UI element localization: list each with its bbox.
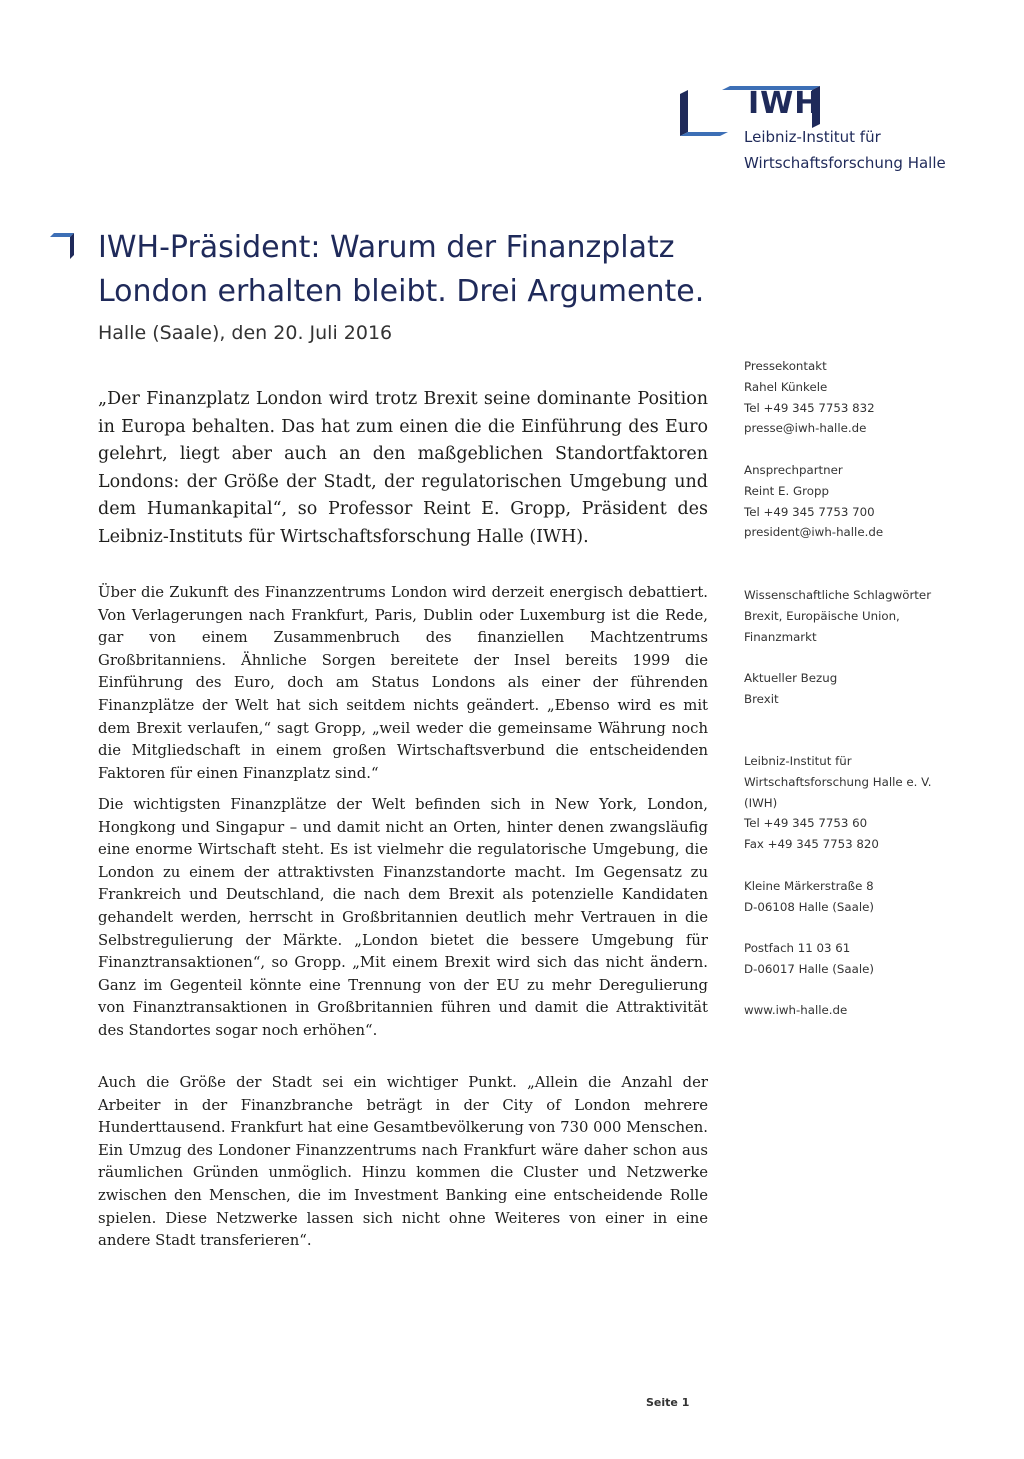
body-paragraph-2: Die wichtigsten Finanzplätze der Welt befinden sich in New York, London, Hongkong und Singapur – und damit nicht an Orten, hinter denen zwangsläufig eine enorme Wirtschaft steht. Es ist vielmehr die regulatorische Umgebung, die London zu einem der attraktivsten Finanzstandorte macht. Im Gegensatz zu Frankreich und Deutschland, die nach dem Brexit als potenzielle Kandidaten gehandelt werden, herrscht in Großbritannien deutlich mehr Vertrauen in die Selbstregulierung der Märkte. „London bietet die bessere Umgebung für Finanztransaktionen“, so Gropp. „Mit einem Brexit wird sich das nicht ändern. Ganz im Gegenteil könnte eine Trennung von der EU zu mehr Deregulierung von Finanztransaktionen in Großbritannien führen und damit die Attraktivität des Standortes sogar noch erhöhen“. <box>98 796 708 1039</box>
iwh-logo <box>678 86 968 186</box>
page-number: Seite 1 <box>646 1396 690 1409</box>
logo-line1: Leibniz-Institut für <box>744 128 881 146</box>
page-title: IWH-Präsident: Warum der Finanzplatz London erhalten bleibt. Drei Argumente. <box>98 230 705 309</box>
body-paragraph-1: Über die Zukunft des Finanzzentrums London wird derzeit energisch debattiert. Von Verlagerungen nach Frankfurt, Paris, Dublin oder Luxemburg ist die Rede, gar von einem Zusammenbruch des finanziellen Machtzentrums Großbritanniens. Ähnliche Sorgen bereitete der Insel bereits 1999 die Einführung des Euro, doch am Status Londons als einer der führenden Finanzplätze der Welt hat sich seitdem nichts geändert. „Ebenso wird es mit dem Brexit verlaufen,“ sagt Gropp, „weil weder die gemeinsame Währung noch die Mitgliedschaft in einem großen Wirtschaftsverbund die entscheidenden Faktoren für einen Finanzplatz sind.“ <box>98 584 708 782</box>
institute-line1: Leibniz-Institut für <box>744 754 852 768</box>
sidebar-postbox <box>744 938 984 980</box>
sidebar-street-address <box>744 876 984 918</box>
keywords-line2: Finanzmarkt <box>744 629 817 644</box>
postbox-line2: D-06017 Halle (Saale) <box>744 961 874 976</box>
website-link[interactable]: www.iwh-halle.de <box>744 1003 848 1017</box>
sidebar-reference <box>744 668 984 710</box>
sidebar-contact-person <box>744 460 984 543</box>
logo-abbr: IWH <box>748 86 821 121</box>
logo-name <box>744 124 946 176</box>
street-line2: D-06108 Halle (Saale) <box>744 899 874 914</box>
contact-name: Reint E. Gropp <box>744 483 829 498</box>
title-marker-icon <box>50 233 76 259</box>
dateline: Halle (Saale), den 20. Juli 2016 <box>98 322 393 344</box>
sidebar-press-contact <box>744 356 984 439</box>
postbox-line1: Postfach 11 03 61 <box>744 941 851 955</box>
press-heading: Pressekontakt <box>744 359 827 373</box>
sidebar-institute <box>744 751 984 855</box>
body-paragraph-3: Auch die Größe der Stadt sei ein wichtiger Punkt. „Allein die Anzahl der Arbeiter in der Finanzbranche beträgt in der City of London mehrere Hunderttausend. Frankfurt hat eine Gesamtbevölkerung von 730 000 Menschen. Ein Umzug des Londoner Finanzzentrums nach Frankfurt wäre daher schon aus räumlichen Gründen unmöglich. Hinzu kommen die Cluster und Netzwerke zwischen den Menschen, die im Investment Banking eine entscheidende Rolle spielen. Diese Netzwerke lassen sich nicht ohne Weiteres von einer in eine andere Stadt transferieren“. <box>98 1074 708 1250</box>
contact-heading: Ansprechpartner <box>744 463 843 477</box>
sidebar-keywords <box>744 585 984 647</box>
institute-line3: (IWH) <box>744 795 778 810</box>
contact-phone: Tel +49 345 7753 700 <box>744 504 875 519</box>
institute-line2: Wirtschaftsforschung Halle e. V. <box>744 774 932 789</box>
institute-phone: Tel +49 345 7753 60 <box>744 816 868 831</box>
street-line1: Kleine Märkerstraße 8 <box>744 879 874 893</box>
reference-heading: Aktueller Bezug <box>744 671 838 685</box>
keywords-heading: Wissenschaftliche Schlagwörter <box>744 588 932 602</box>
institute-fax: Fax +49 345 7753 820 <box>744 837 879 852</box>
contact-email-link[interactable]: president@iwh-halle.de <box>744 525 884 540</box>
sidebar-website <box>744 1000 984 1021</box>
lead-paragraph: „Der Finanzplatz London wird trotz Brexit seine dominante Position in Europa behalten. Das hat zum einen die die Einführung des Euro gelehrt, liegt aber auch an den maßgeblichen Standortfaktoren Londons: der Größe der Stadt, der regulatorischen Umgebung und dem Humankapital“, so Professor Reint E. Gropp, Präsident des Leibniz-Instituts für Wirtschaftsforschung Halle (IWH). <box>98 389 708 547</box>
press-email-link[interactable]: presse@iwh-halle.de <box>744 421 867 436</box>
press-name: Rahel Künkele <box>744 379 828 394</box>
press-phone: Tel +49 345 7753 832 <box>744 400 875 415</box>
reference-value: Brexit <box>744 691 779 706</box>
keywords-line1: Brexit, Europäische Union, <box>744 608 900 623</box>
logo-line2: Wirtschaftsforschung Halle <box>744 154 946 172</box>
